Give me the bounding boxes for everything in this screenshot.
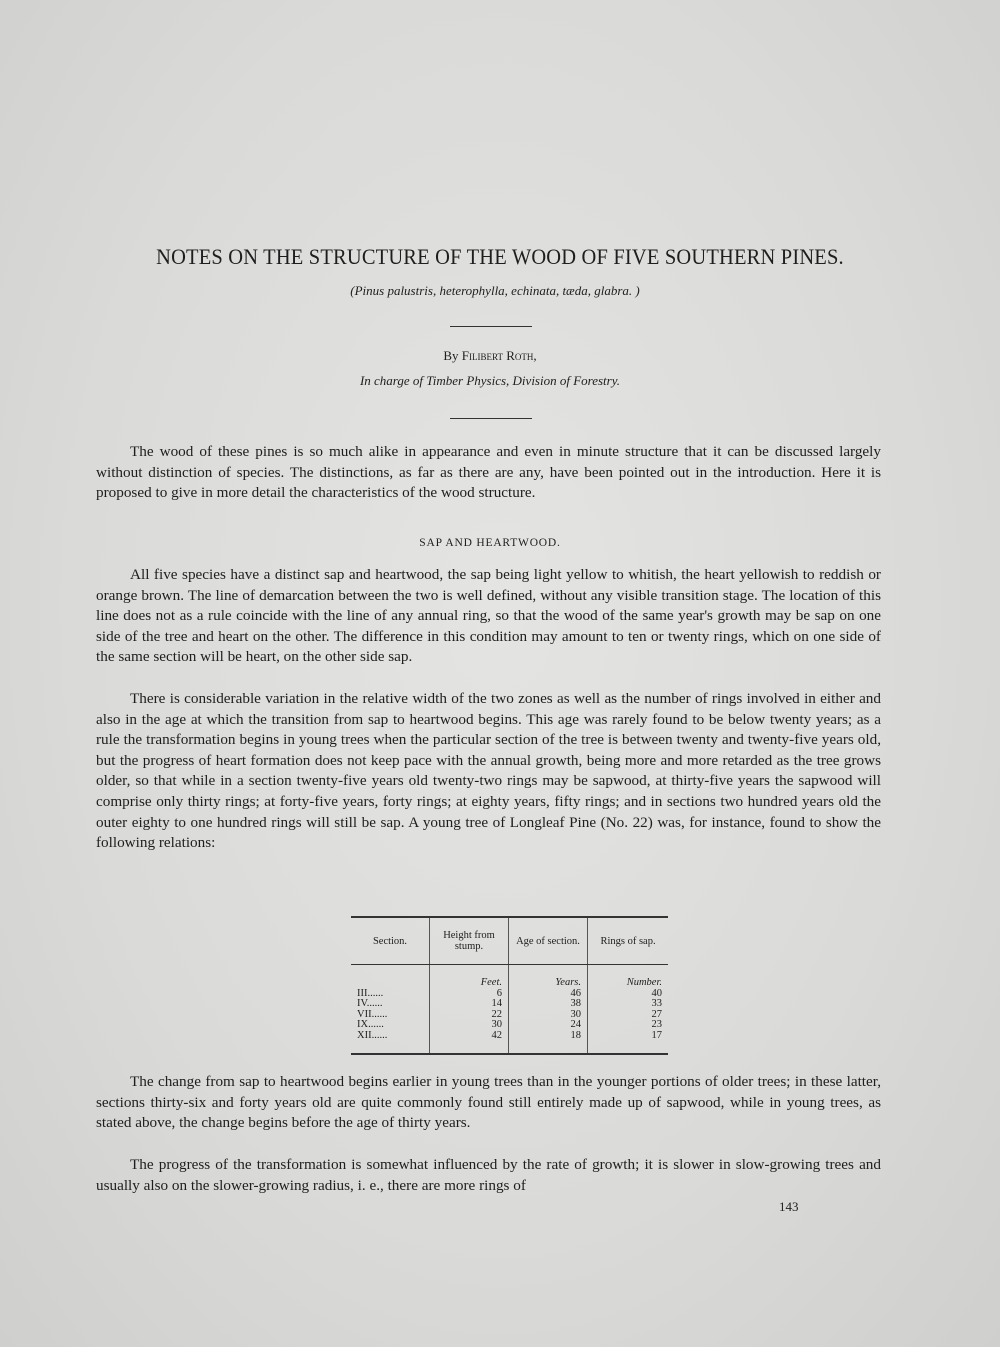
- table-cell-section: III......: [357, 987, 384, 999]
- table-header-age: Age of section.: [509, 917, 588, 965]
- section-heading: SAP AND HEARTWOOD.: [419, 537, 561, 549]
- sapwood-table: [351, 916, 668, 1055]
- article-title: NOTES ON THE STRUCTURE OF THE WOOD OF FIVE SOUTHERN PINES.: [156, 244, 844, 269]
- table-unit-height: Feet.: [430, 965, 509, 989]
- table-cell-height: 22: [430, 1010, 509, 1021]
- table-cell-height: 14: [430, 999, 509, 1010]
- author-affiliation: In charge of Timber Physics, Division of Forestry.: [359, 373, 621, 388]
- table-cell-age: 38: [509, 999, 588, 1010]
- table-cell-section: VII......: [357, 1008, 388, 1020]
- species-subtitle: (Pinus palustris, heterophylla, echinata, tæda, glabra. ): [350, 283, 640, 298]
- byline: [0, 348, 980, 364]
- table-row: [351, 1031, 668, 1055]
- table-cell-rings: 23: [588, 1020, 669, 1031]
- table-cell-height: 30: [430, 1020, 509, 1031]
- table-row: [351, 999, 668, 1010]
- intro-paragraph: The wood of these pines is so much alike in appearance and even in minute structure that it can be discussed largely without distinction of species. The distinctions, as far as there are any, have been pointed out in the introduction. Here it is proposed to give in more detail the characteristics of the wood structure.: [96, 443, 881, 502]
- title-rule: [450, 326, 532, 327]
- table-row: [351, 1010, 668, 1021]
- table-cell-rings: 33: [588, 999, 669, 1010]
- table-header-rings: Rings of sap.: [588, 917, 669, 965]
- table-unit-age: Years.: [509, 965, 588, 989]
- table-unit-section: [351, 965, 430, 989]
- table-row: [351, 989, 668, 1000]
- page-number: 143: [779, 1199, 799, 1214]
- table-cell-age: 24: [509, 1020, 588, 1031]
- table-cell-section: IV......: [357, 998, 383, 1009]
- paragraph-progress: The progress of the transformation is somewhat influenced by the rate of growth; it is slower in slow-growing trees and usually also on the slower-growing radius, i. e., there are more rings of: [96, 1156, 881, 1194]
- table-cell-age: 46: [509, 989, 588, 1000]
- paragraph-variation: There is considerable variation in the relative width of the two zones as well as the number of rings involved in either and also in the age at which the transition from sap to heartwood begins. This age was rarely found to be below twenty years; as a rule the transformation begins in young trees when the particular section of the tree is between twenty and twenty-five years old, but the progress of heart formation does not keep pace with the annual growth, being more and more retarded as the tree grows older, so that while in a section twenty-five years old twenty-two rings may be sapwood, at thirty-five years the sapwood will comprise only thirty rings; at forty-five years, forty rings; at eighty years, fifty rings; and in sections two hundred years old the outer eighty to one hundred rings will still be sap. A young tree of Longleaf Pine (No. 22) was, for instance, found to show the following relations:: [96, 690, 881, 852]
- table-cell-section: XII......: [357, 1029, 388, 1041]
- paragraph-sap-heartwood: All five species have a distinct sap and heartwood, the sap being light yellow to whitish, the heart yellowish to reddish or orange brown. The line of demarcation between the two is well defined, without any visible transition stage. The location of this line does not as a rule coincide with the line of any annual ring, so that the wood of the same year's growth may be sap on one side of the tree and heart on the other. The difference in this condition may amount to ten or twenty rings, which on one side of the same section will be heart, on the other side sap.: [96, 566, 881, 666]
- table-header-row: [351, 917, 668, 965]
- table-header-section: Section.: [351, 917, 430, 965]
- table-cell-height: 6: [430, 989, 509, 1000]
- table-cell-rings: 40: [588, 989, 669, 1000]
- table-unit-rings: Number.: [588, 965, 669, 989]
- table-units-row: [351, 965, 668, 989]
- author-name: Filibert Roth,: [461, 348, 537, 363]
- table-header-height: Height from stump.: [430, 917, 509, 965]
- by-word: By: [443, 348, 459, 363]
- table-cell-rings: 27: [588, 1010, 669, 1021]
- table-cell-height: 42: [430, 1031, 509, 1055]
- table-row: [351, 1020, 668, 1031]
- table-cell-rings: 17: [588, 1031, 669, 1055]
- paragraph-change-timing: The change from sap to heartwood begins earlier in young trees than in the younger portions of older trees; in these latter, sections thirty-six and forty years old are quite commonly found still entirely made up of sapwood, while in young trees, as stated above, the change begins before the age of thirty years.: [96, 1073, 881, 1132]
- table-cell-age: 30: [509, 1010, 588, 1021]
- byline-rule: [450, 418, 532, 419]
- table-cell-age: 18: [509, 1031, 588, 1055]
- table-cell-section: IX......: [357, 1019, 384, 1030]
